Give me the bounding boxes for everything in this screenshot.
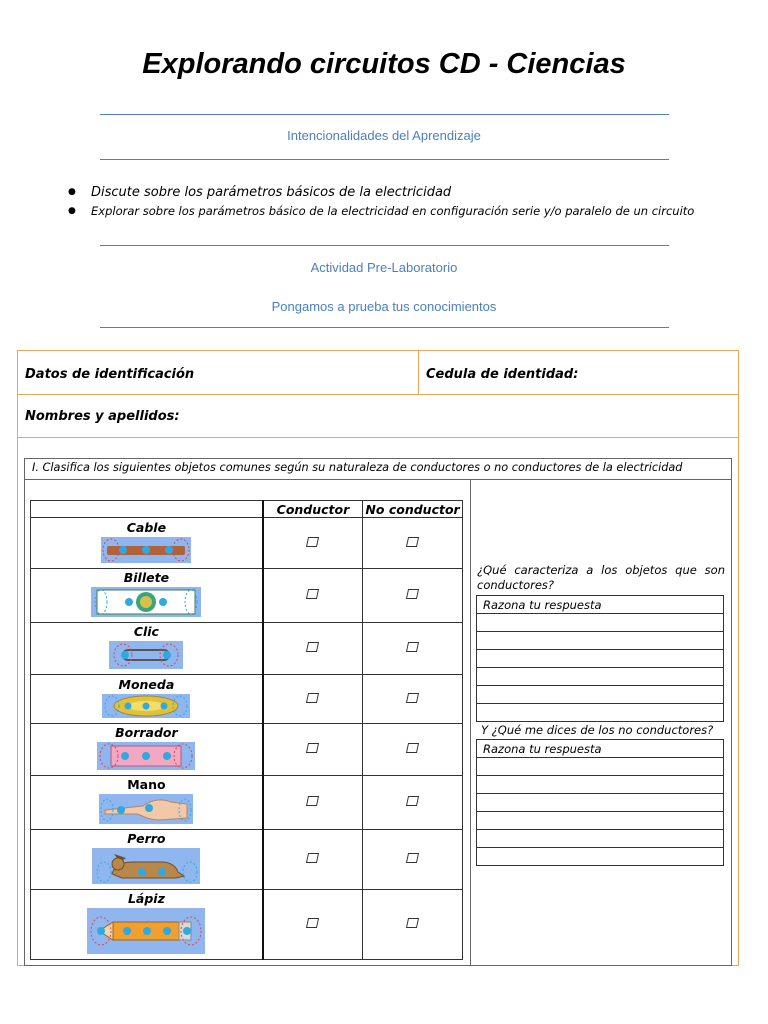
conductor-checkbox[interactable] xyxy=(263,623,363,675)
answer-line[interactable] xyxy=(477,848,724,866)
id-number-field[interactable]: Cedula de identidad: xyxy=(426,367,579,382)
table-row xyxy=(31,830,463,890)
pencil-image xyxy=(87,908,205,954)
object-cell xyxy=(31,569,263,623)
table-row xyxy=(31,724,463,776)
object-name: Mano xyxy=(127,777,166,792)
objective-item: ● Discute sobre los parámetros básicos de la electricidad xyxy=(68,183,694,202)
page-title: Explorando circuitos CD - Ciencias xyxy=(142,48,626,80)
answer-line[interactable] xyxy=(477,758,724,776)
object-name: Moneda xyxy=(118,676,175,692)
answer-lines-non-conductors xyxy=(476,739,724,866)
reason-label: Razona tu respuesta xyxy=(477,596,724,614)
object-name: Billete xyxy=(123,570,170,585)
frame-line xyxy=(17,394,739,395)
object-cell xyxy=(31,776,263,830)
no-conductor-checkbox[interactable] xyxy=(363,569,463,623)
no-conductor-checkbox[interactable] xyxy=(363,776,463,830)
dog-image xyxy=(92,848,200,884)
data-label: Datos de identificación xyxy=(25,367,195,382)
object-name: Borrador xyxy=(115,725,178,740)
object-name: Perro xyxy=(127,831,166,846)
table-row xyxy=(31,518,463,569)
object-cell xyxy=(31,675,263,724)
header-conductor: Conductor xyxy=(263,501,363,518)
table-header-row xyxy=(31,501,463,518)
hand-image xyxy=(99,794,193,824)
classification-table xyxy=(30,500,463,960)
object-cell xyxy=(31,518,263,569)
divider xyxy=(100,159,669,160)
conductor-checkbox[interactable] xyxy=(263,776,363,830)
object-cell xyxy=(31,724,263,776)
object-name: Cable xyxy=(126,519,167,535)
frame-line xyxy=(418,350,419,394)
table-row xyxy=(31,776,463,830)
no-conductor-checkbox[interactable] xyxy=(363,830,463,890)
no-conductor-checkbox[interactable] xyxy=(363,623,463,675)
no-conductor-checkbox[interactable] xyxy=(363,890,463,960)
conductor-checkbox[interactable] xyxy=(263,675,363,724)
names-field[interactable]: Nombres y apellidos: xyxy=(25,409,180,424)
no-conductor-checkbox[interactable] xyxy=(363,518,463,569)
eraser-image xyxy=(97,742,195,770)
divider xyxy=(100,114,669,115)
coin-image xyxy=(102,694,190,718)
object-name: Lápiz xyxy=(127,891,165,906)
answer-lines-conductors xyxy=(476,595,724,722)
question-1: I. Clasifica los siguientes objetos comunes según su naturaleza de conductores o no conductores de la electricidad xyxy=(24,458,732,480)
answer-line[interactable] xyxy=(477,794,724,812)
banknote-image xyxy=(91,587,201,617)
conductor-checkbox[interactable] xyxy=(263,724,363,776)
table-row xyxy=(31,890,463,960)
learning-header: Intencionalidades del Aprendizaje xyxy=(287,128,481,143)
answer-line[interactable] xyxy=(477,614,724,632)
answer-line[interactable] xyxy=(477,812,724,830)
object-cell xyxy=(31,623,263,675)
objectives-list xyxy=(68,183,694,221)
header-no-conductor: No conductor xyxy=(363,501,463,518)
test-heading: Pongamos a prueba tus conocimientos xyxy=(271,299,497,314)
column-divider xyxy=(470,480,471,966)
conductor-checkbox[interactable] xyxy=(263,890,363,960)
no-conductor-checkbox[interactable] xyxy=(363,675,463,724)
conductor-checkbox[interactable] xyxy=(263,518,363,569)
table-row xyxy=(31,623,463,675)
object-name: Clic xyxy=(133,624,159,639)
answer-line[interactable] xyxy=(477,668,724,686)
object-cell xyxy=(31,890,263,960)
divider xyxy=(100,327,669,328)
answer-line[interactable] xyxy=(477,704,724,722)
question-conductors: ¿Qué caracteriza a los objetos que son conductores? xyxy=(477,563,725,592)
answer-line[interactable] xyxy=(477,830,724,848)
answer-line[interactable] xyxy=(477,632,724,650)
reason-label: Razona tu respuesta xyxy=(477,740,724,758)
objective-item: ● Explorar sobre los parámetros básico de la electricidad en configuración serie y/o paralelo de un circuito xyxy=(68,202,694,221)
pre-lab-heading: Actividad Pre-Laboratorio xyxy=(310,260,458,275)
object-cell xyxy=(31,830,263,890)
answer-line[interactable] xyxy=(477,686,724,704)
header-object xyxy=(31,501,263,518)
table-row xyxy=(31,675,463,724)
no-conductor-checkbox[interactable] xyxy=(363,724,463,776)
divider xyxy=(100,245,669,246)
conductor-checkbox[interactable] xyxy=(263,830,363,890)
paperclip-image xyxy=(109,641,183,669)
table-row xyxy=(31,569,463,623)
question-non-conductors: Y ¿Qué me dices de los no conductores? xyxy=(481,723,714,737)
conductor-checkbox[interactable] xyxy=(263,569,363,623)
cable-image xyxy=(101,537,191,563)
answer-line[interactable] xyxy=(477,650,724,668)
frame-line xyxy=(17,437,739,438)
answer-line[interactable] xyxy=(477,776,724,794)
